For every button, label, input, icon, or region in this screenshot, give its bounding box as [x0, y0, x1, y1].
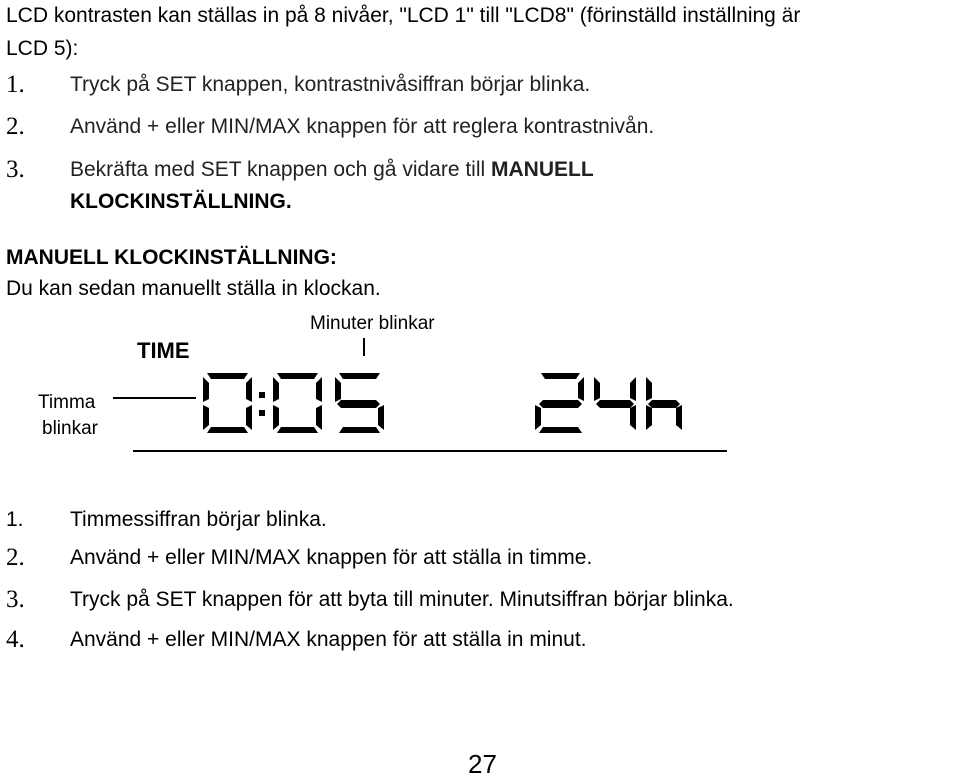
- clock-step-number: 3.: [6, 586, 25, 613]
- lcd-digit-4: [594, 377, 636, 430]
- contrast-step-number: 2.: [6, 113, 25, 140]
- lcd-digit-minute-ones: [335, 373, 384, 433]
- contrast-step-text-bold-line2: KLOCKINSTÄLLNING.: [70, 190, 292, 213]
- clock-step-text: Använd + eller MIN/MAX knappen för att ställa in minut.: [70, 628, 587, 651]
- lcd-letter-h: [646, 377, 682, 430]
- time-label: TIME: [137, 338, 190, 363]
- intro-line-2: LCD 5):: [6, 37, 79, 60]
- minutes-blink-label: Minuter blinkar: [310, 313, 435, 334]
- lcd-digit-minute-tens: [273, 373, 322, 433]
- section-intro: Du kan sedan manuellt ställa in klockan.: [6, 277, 381, 300]
- contrast-step-number: 1.: [6, 71, 25, 98]
- contrast-step-text-plain: Bekräfta med SET knappen och gå vidare till: [70, 158, 492, 181]
- hour-blink-label-line2: blinkar: [42, 418, 98, 439]
- lcd-digit-2: [535, 373, 584, 433]
- contrast-step-text: Tryck på SET knappen, kontrastnivåsiffran börjar blinka.: [70, 73, 591, 96]
- clock-step-text: Timmessiffran börjar blinka.: [70, 508, 327, 531]
- clock-step-number: 2.: [6, 544, 25, 571]
- page-number: 27: [468, 749, 497, 779]
- section-heading: MANUELL KLOCKINSTÄLLNING:: [6, 246, 337, 269]
- hour-blink-label-line1: Timma: [38, 392, 96, 413]
- clock-step-text: Använd + eller MIN/MAX knappen för att ställa in timme.: [70, 546, 593, 569]
- contrast-step-number: 3.: [6, 156, 25, 183]
- intro-line-1: LCD kontrasten kan ställas in på 8 nivåer, "LCD 1" till "LCD8" (förinställd inställning är: [6, 4, 801, 27]
- clock-step-number: 1.: [6, 508, 24, 531]
- contrast-step-text: Använd + eller MIN/MAX knappen för att reglera kontrastnivån.: [70, 115, 655, 138]
- contrast-step-text-bold: MANUELL: [491, 158, 594, 181]
- clock-step-text: Tryck på SET knappen för att byta till minuter. Minutsiffran börjar blinka.: [70, 588, 734, 611]
- lcd-colon: [259, 392, 265, 416]
- clock-step-number: 4.: [6, 626, 25, 653]
- lcd-digit-hour: [203, 373, 252, 433]
